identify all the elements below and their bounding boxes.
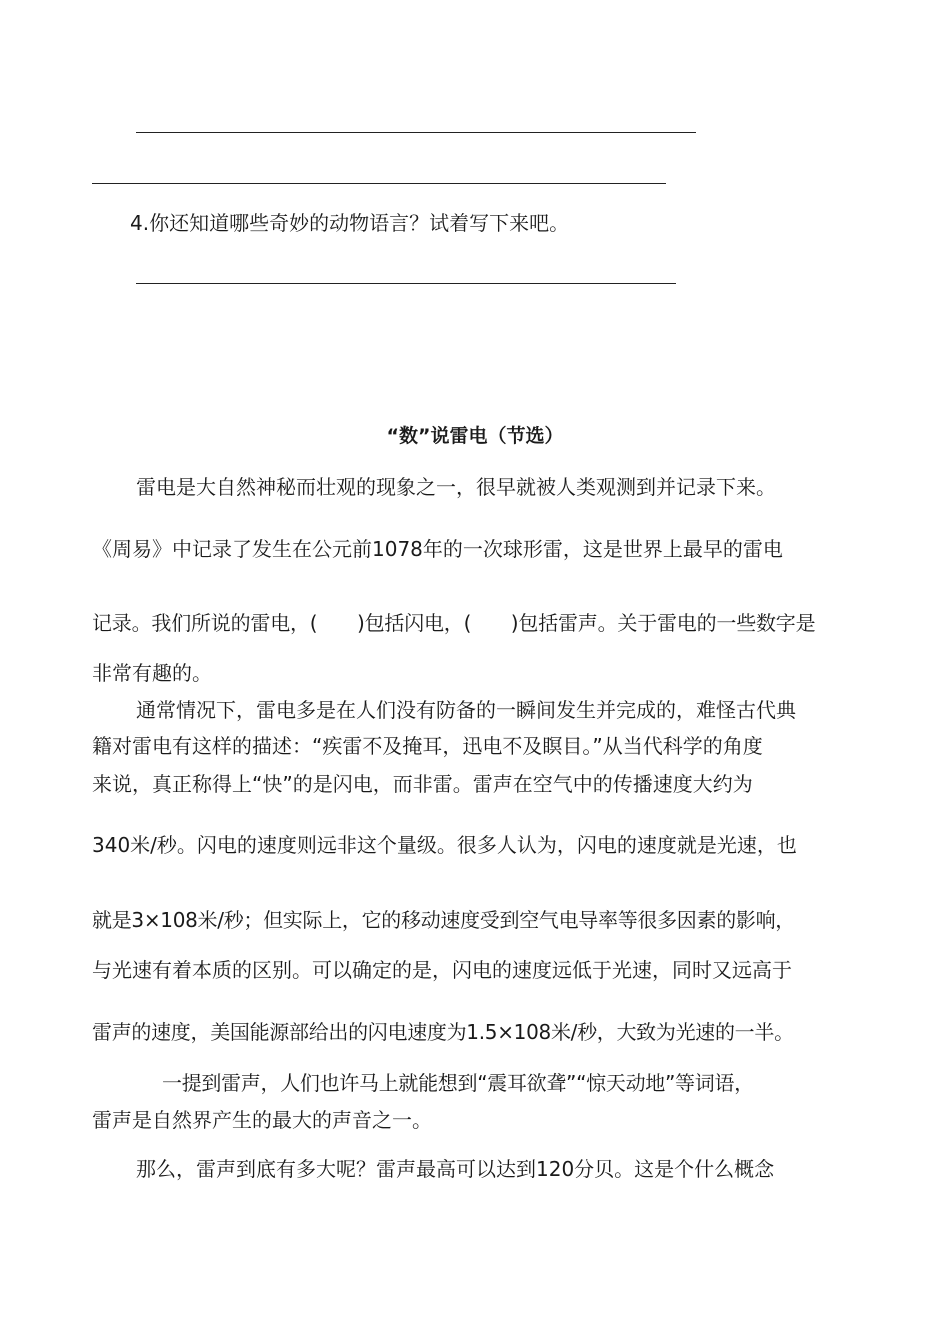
article-line: 那么，雷声到底有多大呢？雷声最高可以达到120分贝。这是个什么概念 bbox=[136, 1157, 775, 1181]
article-line: 来说，真正称得上“快”的是闪电，而非雷。雷声在空气中的传播速度大约为 bbox=[92, 772, 753, 796]
article-line: 340米/秒。闪电的速度则远非这个量级。很多人认为，闪电的速度就是光速，也 bbox=[92, 833, 797, 857]
answer-line-2 bbox=[92, 183, 666, 184]
answer-line-question-4 bbox=[136, 283, 676, 284]
article-line: 一提到雷声，人们也许马上就能想到“震耳欲聋”“惊天动地”等词语， bbox=[162, 1071, 754, 1095]
article-line: 籍对雷电有这样的描述：“疾雷不及掩耳，迅电不及瞑目。”从当代科学的角度 bbox=[92, 734, 763, 758]
answer-line-1 bbox=[136, 132, 696, 133]
article-line: 非常有趣的。 bbox=[92, 661, 212, 685]
article-line: 《周易》中记录了发生在公元前1078年的一次球形雷，这是世界上最早的雷电 bbox=[92, 537, 783, 561]
question-4: 4.你还知道哪些奇妙的动物语言？试着写下来吧。 bbox=[130, 211, 570, 235]
article-line: 通常情况下，雷电多是在人们没有防备的一瞬间发生并完成的，难怪古代典 bbox=[136, 698, 796, 722]
article-title: “数”说雷电（节选） bbox=[386, 425, 564, 447]
article-line: 雷声的速度，美国能源部给出的闪电速度为1.5×108米/秒，大致为光速的一半。 bbox=[92, 1020, 794, 1044]
article-line: 雷电是大自然神秘而壮观的现象之一，很早就被人类观测到并记录下来。 bbox=[136, 475, 776, 499]
article-line: 记录。我们所说的雷电，( )包括闪电，( )包括雷声。关于雷电的一些数字是 bbox=[92, 611, 816, 635]
article-line: 就是3×108米/秒；但实际上，它的移动速度受到空气电导率等很多因素的影响， bbox=[92, 908, 795, 932]
article-line: 雷声是自然界产生的最大的声音之一。 bbox=[92, 1108, 432, 1132]
article-line: 与光速有着本质的区别。可以确定的是，闪电的速度远低于光速，同时又远高于 bbox=[92, 958, 792, 982]
